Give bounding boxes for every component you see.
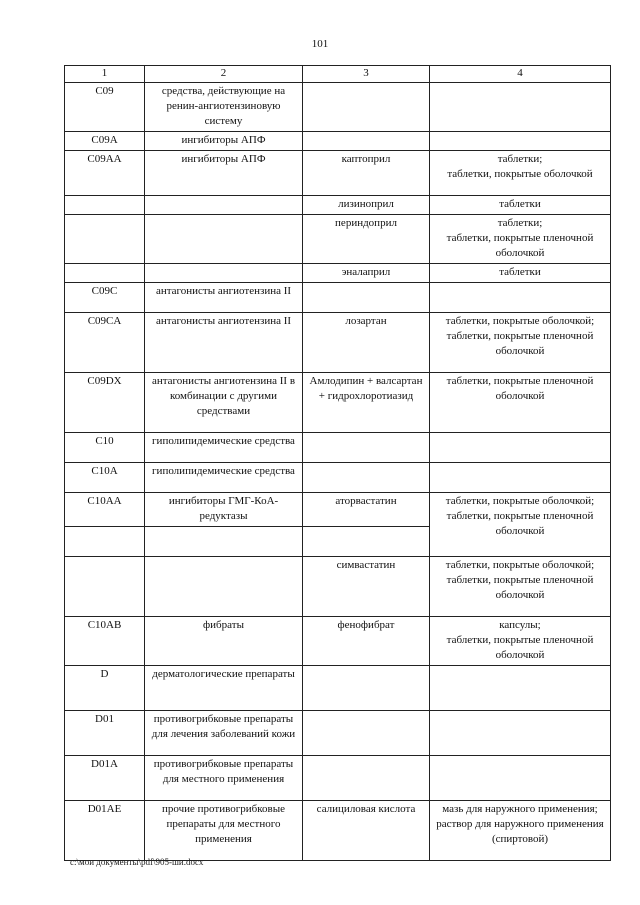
atc-code-cell [65,215,145,264]
drug-name-cell: симвастатин [303,557,430,617]
table-header-row [65,66,611,83]
table-row [65,617,611,666]
table-row [65,557,611,617]
atc-code-cell: C10AB [65,617,145,666]
column-header-2: 2 [145,66,303,83]
atc-code-cell: D01AE [65,801,145,861]
drug-name-cell [303,711,430,756]
atc-code-cell: C10A [65,463,145,493]
dosage-form-line: таблетки; [497,153,543,165]
atc-code-cell: D01A [65,756,145,801]
dosage-form-cell [430,132,611,151]
column-header-4: 4 [430,66,611,83]
column-header-1: 1 [65,66,145,83]
table-row [65,151,611,196]
pharmacological-group-cell [145,264,303,283]
pharmacological-group-cell: фибраты [145,617,303,666]
atc-code-cell [65,527,145,557]
dosage-form-cell [430,756,611,801]
column-header-3: 3 [303,66,430,83]
dosage-form-cell: таблетки [430,264,611,283]
table-row [65,215,611,264]
dosage-form-cell [430,711,611,756]
drug-name-cell [303,756,430,801]
pharmacological-group-cell [145,527,303,557]
dosage-form-line: раствор для наружного применения (спиртовой) [436,818,604,845]
atc-code-cell: C09DX [65,373,145,433]
dosage-form-line: таблетки, покрытые пленочной оболочкой [446,510,594,537]
dosage-form-cell [430,557,611,617]
medication-table [64,65,611,861]
pharmacological-group-cell [145,215,303,264]
dosage-form-line: таблетки, покрытые пленочной оболочкой [446,634,594,661]
dosage-form-cell [430,433,611,463]
table-row [65,493,611,527]
dosage-form-line: таблетки, покрытые оболочкой; [445,559,595,571]
drug-name-cell [303,132,430,151]
atc-code-cell: C09A [65,132,145,151]
dosage-form-cell: таблетки, покрытые пленочной оболочкой [430,373,611,433]
atc-code-cell [65,557,145,617]
atc-code-cell [65,264,145,283]
dosage-form-cell [430,463,611,493]
pharmacological-group-cell [145,196,303,215]
dosage-form-cell [430,283,611,313]
atc-code-cell: C09C [65,283,145,313]
pharmacological-group-cell: противогрибковые препараты для лечения заболеваний кожи [145,711,303,756]
pharmacological-group-cell: гиполипидемические средства [145,433,303,463]
pharmacological-group-cell [145,557,303,617]
table-row [65,373,611,433]
dosage-form-line: капсулы; [499,619,541,631]
pharmacological-group-cell: антагонисты ангиотензина II [145,283,303,313]
dosage-form-line: таблетки, покрытые пленочной оболочкой [446,574,594,601]
table-row [65,433,611,463]
drug-name-cell [303,283,430,313]
dosage-form-cell [430,313,611,373]
drug-name-cell: аторвастатин [303,493,430,527]
dosage-form-line: мазь для наружного применения; [442,803,598,815]
table-row [65,283,611,313]
table-row [65,313,611,373]
pharmacological-group-cell: ингибиторы АПФ [145,132,303,151]
document-file-path: c:\мои документы\pdf\905-ши.docx [70,857,204,867]
atc-code-cell: D [65,666,145,711]
table-row [65,801,611,861]
atc-code-cell: C10 [65,433,145,463]
pharmacological-group-cell: гиполипидемические средства [145,463,303,493]
drug-name-cell: эналаприл [303,264,430,283]
pharmacological-group-cell: дерматологические препараты [145,666,303,711]
dosage-form-line: таблетки; [497,217,543,229]
drug-name-cell [303,666,430,711]
table-row [65,132,611,151]
pharmacological-group-cell: прочие противогрибковые препараты для местного применения [145,801,303,861]
page-number: 101 [311,38,329,50]
drug-name-cell [303,433,430,463]
dosage-form-line: таблетки, покрытые оболочкой; [445,495,595,507]
drug-name-cell: лизиноприл [303,196,430,215]
drug-name-cell [303,463,430,493]
pharmacological-group-cell: антагонисты ангиотензина II [145,313,303,373]
dosage-form-cell [430,83,611,132]
pharmacological-group-cell: ингибиторы ГМГ-КоА-редуктазы [145,493,303,527]
atc-code-cell: C09 [65,83,145,132]
drug-name-cell: салициловая кислота [303,801,430,861]
dosage-form-line: таблетки, покрытые пленочной оболочкой [446,330,594,357]
drug-name-cell: периндоприл [303,215,430,264]
dosage-form-cell [430,801,611,861]
table-row [65,196,611,215]
atc-code-cell [65,196,145,215]
dosage-form-cell [430,666,611,711]
pharmacological-group-cell: ингибиторы АПФ [145,151,303,196]
table-row [65,756,611,801]
atc-code-cell: C09CA [65,313,145,373]
dosage-form-cell [430,617,611,666]
atc-code-cell: D01 [65,711,145,756]
pharmacological-group-cell: противогрибковые препараты для местного применения [145,756,303,801]
dosage-form-cell [430,215,611,264]
table-row [65,711,611,756]
drug-name-cell: фенофибрат [303,617,430,666]
table-row [65,463,611,493]
dosage-form-line: таблетки, покрытые оболочкой [447,168,593,180]
drug-name-cell: каптоприл [303,151,430,196]
dosage-form-cell [430,151,611,196]
pharmacological-group-cell: антагонисты ангиотензина II в комбинации с другими средствами [145,373,303,433]
drug-name-cell [303,527,430,557]
atc-code-cell: C09AA [65,151,145,196]
dosage-form-cell: таблетки [430,196,611,215]
pharmacological-group-cell: средства, действующие на ренин-ангиотензиновую систему [145,83,303,132]
drug-name-cell [303,83,430,132]
table-row [65,666,611,711]
atc-code-cell: C10AA [65,493,145,527]
table-row [65,264,611,283]
dosage-form-cell [430,493,611,557]
dosage-form-line: таблетки, покрытые пленочной оболочкой [446,232,594,259]
table-row [65,83,611,132]
drug-name-cell: Амлодипин + валсартан + гидрохлоротиазид [303,373,430,433]
dosage-form-line: таблетки, покрытые оболочкой; [445,315,595,327]
drug-name-cell: лозартан [303,313,430,373]
